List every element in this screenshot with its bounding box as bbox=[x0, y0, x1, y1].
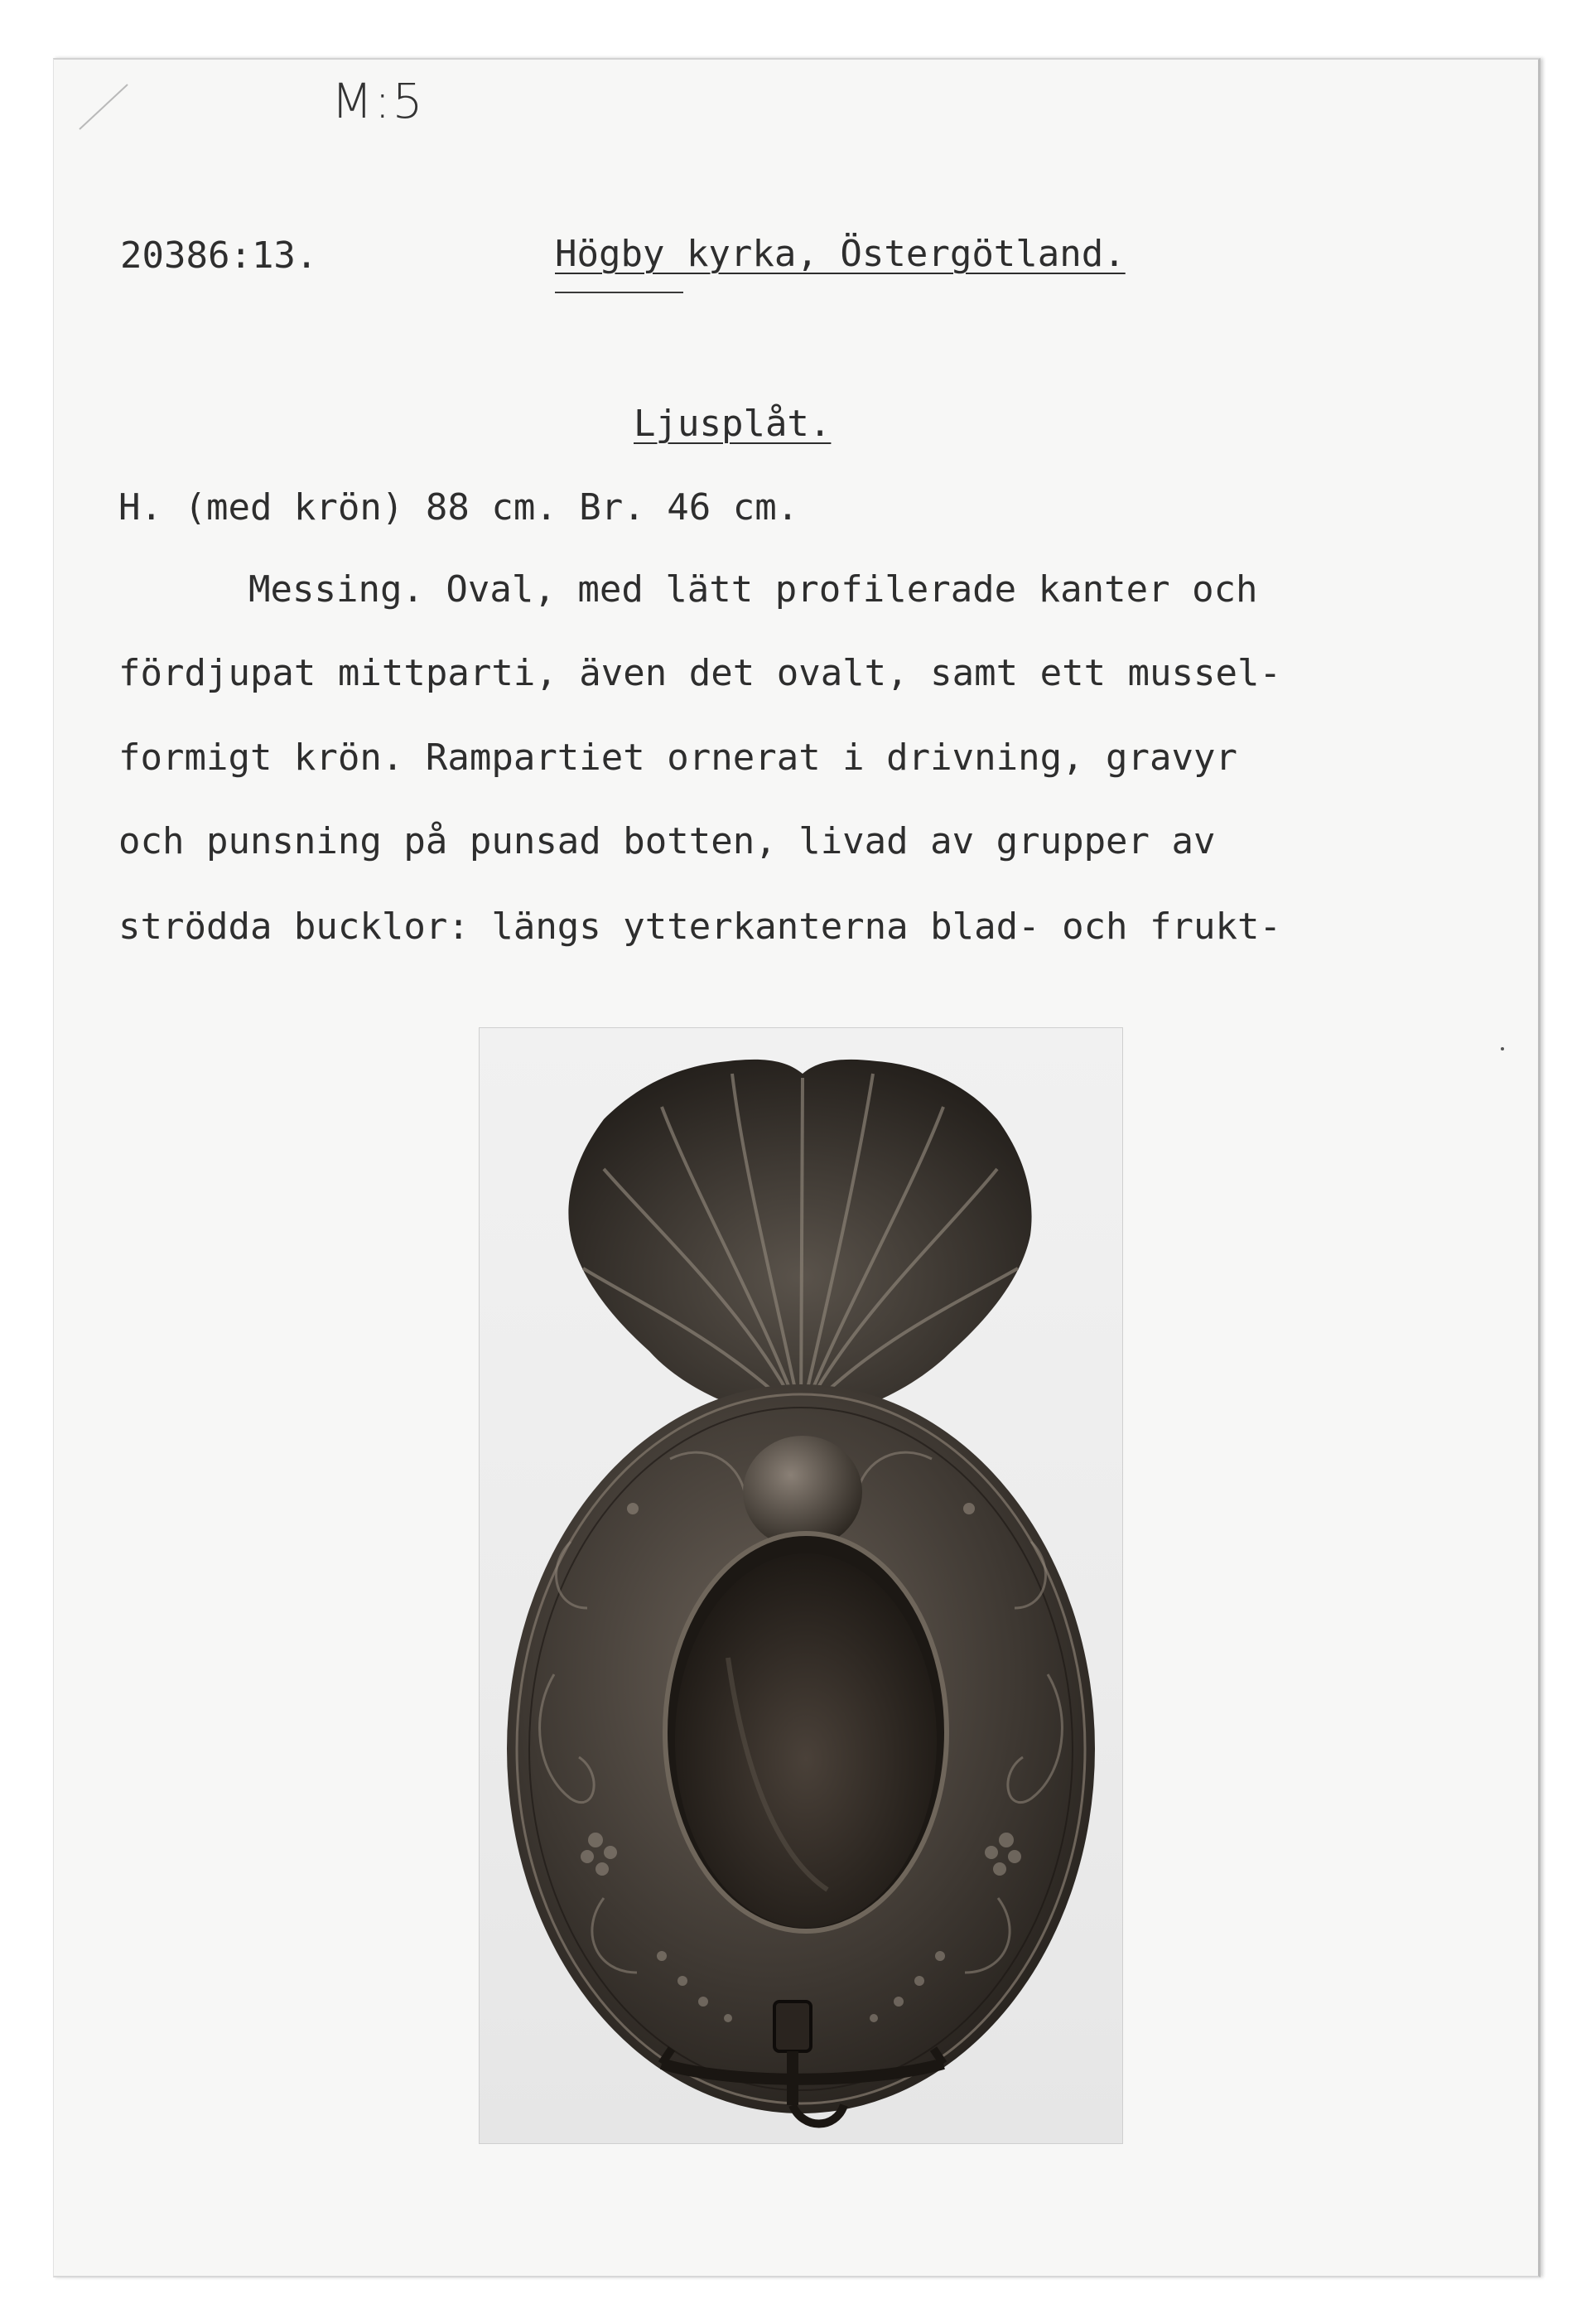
object-photograph bbox=[479, 1027, 1123, 2144]
location-underline-stroke bbox=[555, 292, 683, 293]
speck bbox=[1501, 1047, 1504, 1050]
description-line: fördjupat mittparti, även det ovalt, samt ett mussel- bbox=[118, 652, 1281, 694]
accession-number: 20386:13. bbox=[120, 234, 318, 277]
description-line: och punsning på punsad botten, livad av grupper av bbox=[118, 820, 1216, 862]
sconce-illustration bbox=[480, 1028, 1122, 2143]
object-title: Ljusplåt. bbox=[634, 403, 832, 445]
handwritten-catalogue-mark: M:5 bbox=[331, 73, 425, 129]
description-line: Messing. Oval, med lätt profilerade kanter och bbox=[248, 568, 1258, 611]
recessed-centre bbox=[665, 1533, 947, 1931]
shell-crest bbox=[568, 1060, 1031, 1422]
location-heading: Högby kyrka, Östergötland. bbox=[555, 233, 1126, 275]
description-line: formigt krön. Rampartiet ornerat i drivning, gravyr bbox=[118, 737, 1238, 779]
dimensions-line: H. (med krön) 88 cm. Br. 46 cm. bbox=[118, 486, 799, 529]
pencil-tick-mark bbox=[73, 83, 131, 133]
description-line: strödda bucklor: längs ytterkanterna blad- och frukt- bbox=[118, 906, 1281, 948]
